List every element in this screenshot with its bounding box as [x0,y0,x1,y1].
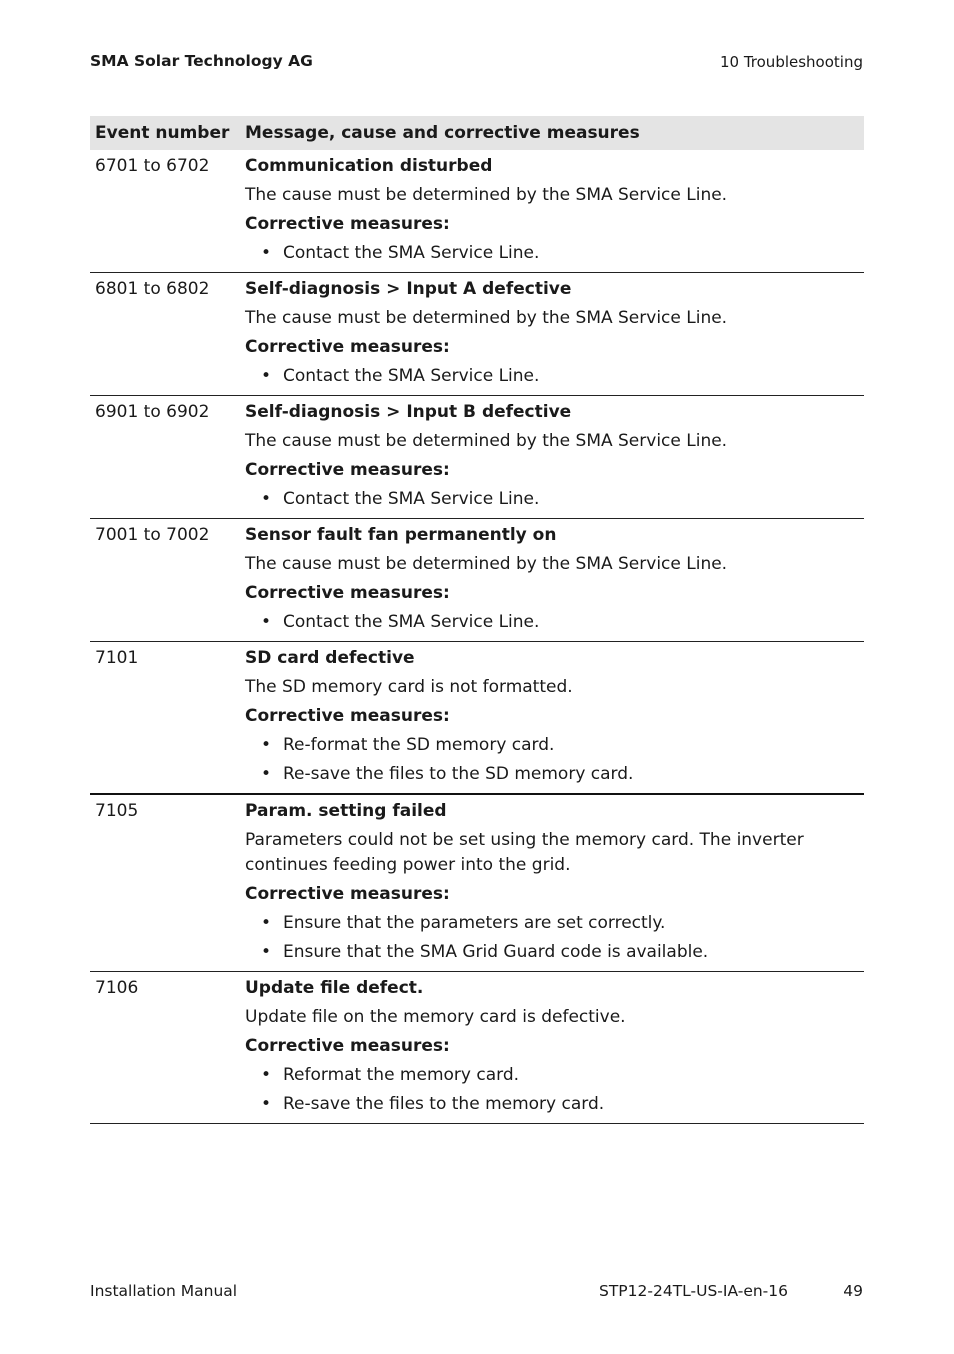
message-cell [245,396,864,518]
event-table [90,116,864,1124]
message-cell [245,642,864,793]
bullet-icon: • [261,612,272,632]
measure-text: Ensure that the SMA Grid Guard code is available. [283,942,709,962]
bullet-icon: • [261,243,272,263]
message-title: Sensor fault fan permanently on [245,525,557,545]
message-cell [245,795,864,971]
message-cause: Parameters could not be set using the memory card. The inverter continues feeding power into the grid. [245,830,804,875]
message-title: Communication disturbed [245,156,493,176]
column-header-event: Event number [95,123,230,143]
table-row [90,273,864,396]
message-cause: The cause must be determined by the SMA Service Line. [245,185,728,205]
measure-text: Ensure that the parameters are set correctly. [283,913,666,933]
corrective-measures-label: Corrective measures: [245,706,450,726]
bullet-icon: • [261,942,272,962]
bullet-icon: • [261,366,272,386]
message-cell [245,519,864,641]
corrective-measures-label: Corrective measures: [245,214,450,234]
table-row [90,519,864,642]
list-item [245,239,864,268]
message-cause: The cause must be determined by the SMA Service Line. [245,431,728,451]
measure-text: Re-format the SD memory card. [283,735,555,755]
measure-text: Contact the SMA Service Line. [283,612,540,632]
footer-manual-title: Installation Manual [90,1282,238,1300]
message-title: Self-diagnosis > Input B defective [245,402,572,422]
table-header [90,116,864,150]
bullet-icon: • [261,1065,272,1085]
corrective-measures-label: Corrective measures: [245,583,450,603]
bullet-icon: • [261,489,272,509]
page-number: 49 [843,1282,863,1300]
event-number: 6701 to 6702 [95,156,210,176]
message-cause: Update file on the memory card is defective. [245,1007,626,1027]
bullet-icon: • [261,764,272,784]
list-item [245,760,864,789]
message-cell [245,972,864,1123]
message-title: Param. setting failed [245,801,447,821]
measure-text: Contact the SMA Service Line. [283,243,540,263]
table-row [90,150,864,273]
message-cell [245,273,864,395]
measure-text: Re-save the files to the memory card. [283,1094,605,1114]
corrective-measures-label: Corrective measures: [245,884,450,904]
list-item [245,1061,864,1090]
measure-text: Contact the SMA Service Line. [283,366,540,386]
list-item [245,362,864,391]
bullet-icon: • [261,913,272,933]
table-row [90,795,864,972]
event-number: 7106 [95,978,139,998]
list-item [245,608,864,637]
corrective-measures-label: Corrective measures: [245,1036,450,1056]
event-number: 7001 to 7002 [95,525,210,545]
message-cause: The SD memory card is not formatted. [245,677,573,697]
table-row [90,972,864,1124]
bullet-icon: • [261,1094,272,1114]
bullet-icon: • [261,735,272,755]
list-item [245,485,864,514]
message-cause: The cause must be determined by the SMA Service Line. [245,554,728,574]
message-title: Self-diagnosis > Input A defective [245,279,572,299]
event-number: 7101 [95,648,139,668]
message-title: SD card defective [245,648,415,668]
message-cause: The cause must be determined by the SMA Service Line. [245,308,728,328]
measure-text: Reformat the memory card. [283,1065,520,1085]
measure-text: Contact the SMA Service Line. [283,489,540,509]
measure-text: Re-save the files to the SD memory card. [283,764,634,784]
corrective-measures-label: Corrective measures: [245,460,450,480]
list-item [245,1090,864,1119]
header-chapter: 10 Troubleshooting [719,53,863,71]
header-company: SMA Solar Technology AG [90,52,313,70]
message-cell [245,150,864,272]
list-item [245,909,864,938]
table-row [90,642,864,795]
message-title: Update file defect. [245,978,424,998]
list-item [245,938,864,967]
list-item [245,731,864,760]
corrective-measures-label: Corrective measures: [245,337,450,357]
footer-doc-id: STP12-24TL-US-IA-en-16 [599,1282,788,1300]
column-header-message: Message, cause and corrective measures [245,123,640,143]
table-row [90,396,864,519]
event-number: 6801 to 6802 [95,279,210,299]
event-number: 6901 to 6902 [95,402,210,422]
event-number: 7105 [95,801,139,821]
